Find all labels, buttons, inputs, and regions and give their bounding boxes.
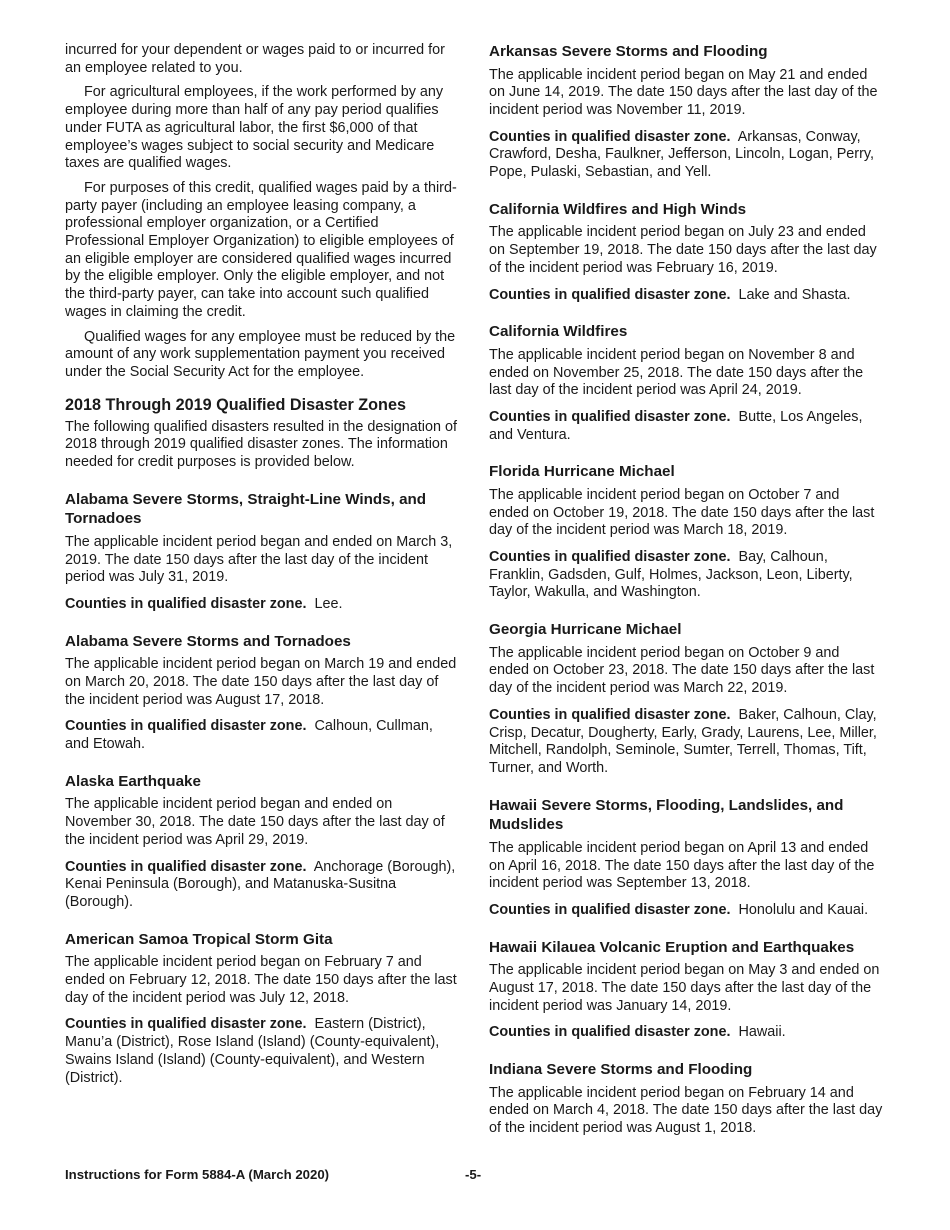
zone-counties	[489, 549, 883, 602]
zone-title: Alaska Earthquake	[65, 772, 201, 790]
counties-list: Hawaii.	[738, 1024, 786, 1041]
zone-period: The applicable incident period began on October 9 and ended on October 23, 2018. The date 150 days after the last day of the incident period was March 22, 2019.	[489, 644, 875, 697]
zone-period: The applicable incident period began on April 13 and ended on April 16, 2018. The date 150 days after the last day of the incident period was September 13, 2018.	[489, 839, 875, 892]
zone-title: Alabama Severe Storms and Tornadoes	[65, 632, 351, 650]
counties-label: Counties in qualified disaster zone.	[65, 718, 307, 735]
disaster-zone	[489, 620, 883, 778]
zone-period: The applicable incident period began on February 7 and ended on February 12, 2018. The date 150 days after the last day of the incident period was July 12, 2018.	[65, 954, 457, 1006]
zone-counties	[65, 1016, 459, 1087]
zone-period: The applicable incident period began and ended on November 30, 2018. The date 150 days after the last day of the incident period was April 29, 2019.	[65, 796, 445, 848]
zone-counties	[489, 129, 883, 182]
left-column	[65, 42, 459, 1087]
zone-period: The applicable incident period began on May 3 and ended on August 17, 2018. The date 150 days after the last day of the incident period was January 14, 2019.	[489, 962, 880, 1014]
counties-list: Calhoun, Cullman, and Etowah.	[65, 718, 433, 753]
disaster-zone	[65, 772, 459, 912]
zone-counties	[65, 718, 459, 753]
counties-label: Counties in qualified disaster zone.	[489, 286, 731, 303]
counties-label: Counties in qualified disaster zone.	[489, 706, 731, 723]
disaster-zone	[65, 632, 459, 754]
disaster-zone	[489, 938, 883, 1042]
disaster-zone	[489, 42, 883, 182]
zone-period: The applicable incident period began on November 8 and ended on November 25, 2018. The date 150 days after the last day of the incident period was April 24, 2019.	[489, 346, 864, 399]
counties-label: Counties in qualified disaster zone.	[65, 1016, 307, 1033]
zone-period: The applicable incident period began on October 7 and ended on October 19, 2018. The date 150 days after the last day of the incident period was March 18, 2019.	[489, 486, 875, 539]
zone-title: Hawaii Kilauea Volcanic Eruption and Earthquakes	[489, 938, 855, 956]
zone-title: Hawaii Severe Storms, Flooding, Landslides, and Mudslides	[489, 796, 844, 834]
zone-counties	[489, 409, 883, 444]
zone-counties	[489, 707, 883, 778]
zone-title: Arkansas Severe Storms and Flooding	[489, 43, 768, 60]
zone-counties	[65, 859, 459, 912]
counties-list: Lee.	[314, 596, 343, 613]
disaster-zone	[489, 1060, 883, 1138]
counties-label: Counties in qualified disaster zone.	[489, 128, 731, 145]
zone-counties	[489, 1024, 883, 1042]
disaster-zone	[489, 322, 883, 444]
disaster-zone	[489, 200, 883, 304]
zone-title: Alabama Severe Storms, Straight-Line Winds, and Tornadoes	[65, 490, 427, 528]
disaster-zone	[65, 930, 459, 1088]
counties-list: Eastern (District), Manu’a (District), Rose Island (Island) (County-equivalent), Swains Island (Island) (County-equivalent), and Western (District).	[65, 1016, 440, 1086]
counties-label: Counties in qualified disaster zone.	[489, 901, 731, 918]
counties-list: Baker, Calhoun, Clay, Crisp, Decatur, Dougherty, Early, Grady, Laurens, Lee, Miller, Mitchell, Randolph, Seminole, Sumter, Terrell, Thomas, Tift, Turner, and Worth.	[489, 706, 877, 776]
counties-label: Counties in qualified disaster zone.	[489, 408, 731, 425]
counties-list: Anchorage (Borough), Kenai Peninsula (Borough), and Matanuska-Susitna (Borough).	[65, 858, 456, 910]
counties-label: Counties in qualified disaster zone.	[489, 549, 731, 566]
zone-title: Florida Hurricane Michael	[489, 463, 675, 481]
counties-list: Arkansas, Conway, Crawford, Desha, Faulkner, Jefferson, Lincoln, Logan, Perry, Pope, Pulaski, Sebastian, and Yell.	[489, 128, 875, 181]
zone-title: California Wildfires	[489, 323, 628, 341]
disaster-zone	[489, 462, 883, 602]
disaster-zone	[65, 490, 459, 614]
counties-list: Bay, Calhoun, Franklin, Gadsden, Gulf, Holmes, Jackson, Leon, Liberty, Taylor, Wakulla, and Washington.	[489, 549, 853, 601]
intro-continuation: incurred for your dependent or wages paid to or incurred for an employee related to you.	[65, 42, 445, 76]
counties-label: Counties in qualified disaster zone.	[489, 1024, 731, 1041]
section-intro: The following qualified disasters resulted in the designation of 2018 through 2019 qualified disaster zones. The information needed for credit purposes is provided below.	[65, 418, 457, 471]
counties-label: Counties in qualified disaster zone.	[65, 858, 307, 875]
page-number: -5-	[465, 1167, 482, 1182]
right-column	[489, 42, 883, 1138]
zone-period: The applicable incident period began and ended on March 3, 2019. The date 150 days after the last day of the incident period was July 31, 2019.	[65, 533, 453, 586]
zone-counties	[489, 902, 883, 920]
zone-period: The applicable incident period began on July 23 and ended on September 19, 2018. The date 150 days after the last day of the incident period was February 16, 2019.	[489, 224, 877, 276]
agricultural-employees-paragraph: For agricultural employees, if the work performed by any employee during more than half of any pay period qualifies under FUTA as agricultural labor, the first $6,000 of that employee’s wages subject to social security and Medicare taxes are qualified wages.	[65, 84, 444, 172]
counties-label: Counties in qualified disaster zone.	[65, 596, 307, 613]
zone-title: Georgia Hurricane Michael	[489, 621, 682, 639]
counties-list: Honolulu and Kauai.	[738, 901, 869, 918]
zone-counties	[65, 596, 459, 614]
zone-title: American Samoa Tropical Storm Gita	[65, 930, 333, 948]
section-heading: 2018 Through 2019 Qualified Disaster Zones	[65, 395, 406, 414]
zone-period: The applicable incident period began on May 21 and ended on June 14, 2019. The date 150 days after the last day of the incident period was November 11, 2019.	[489, 66, 878, 118]
disaster-zone	[489, 796, 883, 920]
third-party-payer-paragraph: For purposes of this credit, qualified wages paid by a third-party payer (including an employee leasing company, a professional employer organization, or a Certified Professional Employer Organization) to eligible employees of an eligible employer are considered qualified wages incurred by the eligible employer. Only the eligible employer, and not the third-party payer, can take into account such qualified wages in claiming the credit.	[65, 179, 457, 320]
work-supplementation-paragraph: Qualified wages for any employee must be reduced by the amount of any work supplementation payment you received under the Social Security Act for the employee.	[65, 328, 456, 380]
zone-title: California Wildfires and High Winds	[489, 200, 747, 218]
zone-counties	[489, 287, 883, 305]
counties-list: Lake and Shasta.	[738, 286, 851, 303]
footer-form-title: Instructions for Form 5884-A (March 2020)	[65, 1167, 330, 1182]
zone-title: Indiana Severe Storms and Flooding	[489, 1061, 753, 1079]
zone-period: The applicable incident period began on March 19 and ended on March 20, 2018. The date 150 days after the last day of the incident period was August 17, 2018.	[65, 656, 457, 708]
zone-period: The applicable incident period began on February 14 and ended on March 4, 2018. The date 150 days after the last day of the incident period was August 1, 2018.	[489, 1084, 883, 1137]
counties-list: Butte, Los Angeles, and Ventura.	[489, 408, 863, 443]
